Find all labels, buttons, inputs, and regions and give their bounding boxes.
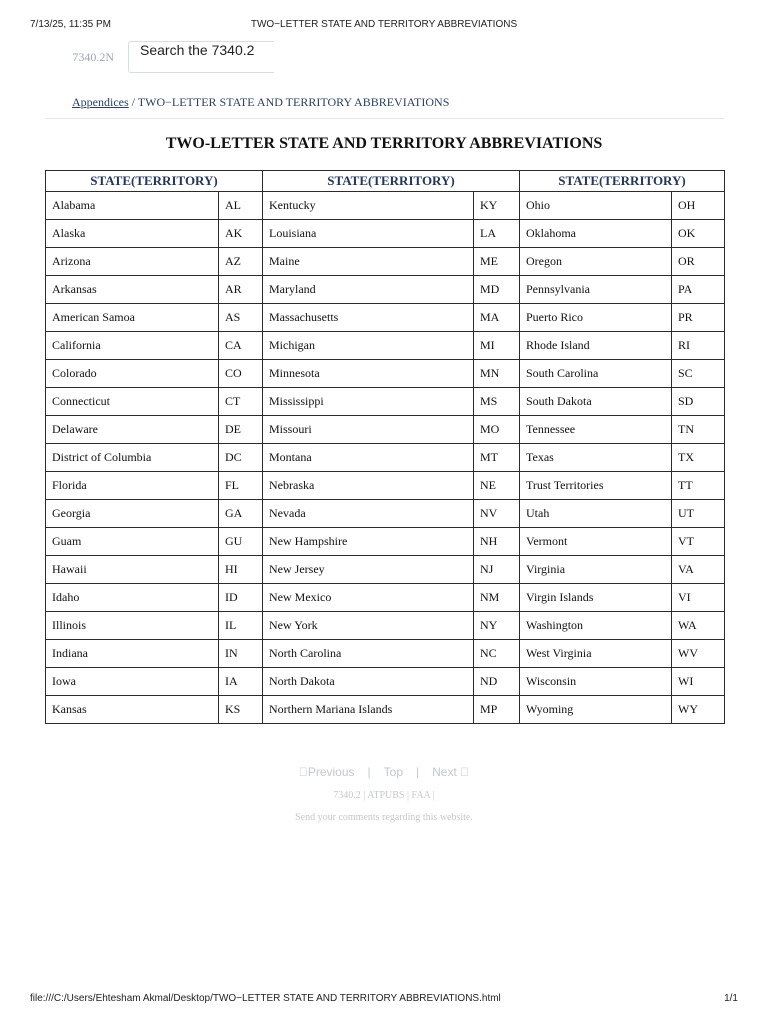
state-name-cell: West Virginia [520, 640, 672, 668]
table-row [46, 220, 725, 248]
state-abbreviation-cell: AS [219, 304, 263, 332]
state-abbreviation-cell: AR [219, 276, 263, 304]
state-abbreviation-cell: NE [474, 472, 520, 500]
state-abbreviation-cell: NH [474, 528, 520, 556]
link-separator: | [432, 790, 435, 801]
state-abbreviation-cell: OR [672, 248, 725, 276]
print-date: 7/13/25, 11:35 PM [30, 19, 111, 30]
state-abbreviation-cell: ND [474, 668, 520, 696]
table-row [46, 304, 725, 332]
state-abbreviation-cell: SD [672, 388, 725, 416]
state-abbreviation-cell: AZ [219, 248, 263, 276]
state-name-cell: Arizona [46, 248, 219, 276]
state-abbreviation-cell: NY [474, 612, 520, 640]
state-name-cell: South Carolina [520, 360, 672, 388]
next-link[interactable]: Next [433, 765, 459, 779]
header-divider [45, 118, 724, 119]
state-name-cell: Utah [520, 500, 672, 528]
state-abbreviation-cell: CA [219, 332, 263, 360]
table-row [46, 584, 725, 612]
state-name-cell: Georgia [46, 500, 219, 528]
state-abbreviation-cell: CO [219, 360, 263, 388]
state-abbreviation-cell: TN [672, 416, 725, 444]
state-abbreviation-cell: LA [474, 220, 520, 248]
state-abbreviation-cell: CT [219, 388, 263, 416]
nav-separator: | [363, 765, 367, 779]
state-name-cell: Wyoming [520, 696, 672, 724]
state-abbreviation-cell: FL [219, 472, 263, 500]
print-page-number: 1/1 [724, 993, 738, 1004]
table-row [46, 444, 725, 472]
state-abbreviation-cell: MA [474, 304, 520, 332]
doc-id-link[interactable]: 7340.2 [333, 790, 361, 801]
state-name-cell: District of Columbia [46, 444, 219, 472]
state-name-cell: American Samoa [46, 304, 219, 332]
state-abbreviation-cell: ID [219, 584, 263, 612]
page-title: TWO-LETTER STATE AND TERRITORY ABBREVIATIONS [165, 135, 603, 152]
table-row [46, 360, 725, 388]
state-name-cell: Florida [46, 472, 219, 500]
state-name-cell: Texas [520, 444, 672, 472]
state-name-cell: Mississippi [263, 388, 474, 416]
state-abbreviation-cell: SC [672, 360, 725, 388]
state-abbreviation-cell: MI [474, 332, 520, 360]
table-row [46, 388, 725, 416]
table-row [46, 248, 725, 276]
state-name-cell: Iowa [46, 668, 219, 696]
state-abbreviation-cell: VI [672, 584, 725, 612]
state-name-cell: New York [263, 612, 474, 640]
state-abbreviation-cell: WV [672, 640, 725, 668]
atpubs-link[interactable]: ATPUBS [367, 790, 405, 801]
state-abbreviation-cell: GA [219, 500, 263, 528]
state-abbreviation-cell: KS [219, 696, 263, 724]
state-name-cell: Massachusetts [263, 304, 474, 332]
footer-navigation [0, 765, 768, 779]
state-name-cell: California [46, 332, 219, 360]
table-row [46, 276, 725, 304]
state-abbreviation-cell: IL [219, 612, 263, 640]
state-name-cell: Vermont [520, 528, 672, 556]
state-abbreviation-cell: AL [219, 192, 263, 220]
state-abbreviation-cell: WA [672, 612, 725, 640]
search-input[interactable]: Search the 7340.2 [128, 41, 274, 73]
state-name-cell: Guam [46, 528, 219, 556]
state-name-cell: Puerto Rico [520, 304, 672, 332]
table-row [46, 192, 725, 220]
state-name-cell: Virgin Islands [520, 584, 672, 612]
breadcrumb-separator: / [128, 95, 138, 109]
footer-links [0, 790, 768, 801]
state-name-cell: South Dakota [520, 388, 672, 416]
column-header: STATE(TERRITORY) [263, 171, 520, 192]
state-abbreviation-cell: WY [672, 696, 725, 724]
state-name-cell: Montana [263, 444, 474, 472]
table-row [46, 528, 725, 556]
table-row [46, 612, 725, 640]
state-abbreviation-cell: GU [219, 528, 263, 556]
state-abbreviation-cell: MO [474, 416, 520, 444]
state-name-cell: Tennessee [520, 416, 672, 444]
nav-separator: | [411, 765, 415, 779]
state-abbreviation-cell: PA [672, 276, 725, 304]
state-abbreviation-cell: AK [219, 220, 263, 248]
state-name-cell: Illinois [46, 612, 219, 640]
state-name-cell: Delaware [46, 416, 219, 444]
state-name-cell: New Hampshire [263, 528, 474, 556]
state-abbreviation-cell: TT [672, 472, 725, 500]
faa-link[interactable]: FAA [411, 790, 431, 801]
table-header-row [46, 171, 725, 192]
state-abbreviation-cell: UT [672, 500, 725, 528]
state-abbreviation-cell: TX [672, 444, 725, 472]
table-row [46, 500, 725, 528]
state-abbreviation-cell: NC [474, 640, 520, 668]
state-name-cell: North Carolina [263, 640, 474, 668]
state-name-cell: Alabama [46, 192, 219, 220]
table-row [46, 640, 725, 668]
state-name-cell: Connecticut [46, 388, 219, 416]
print-footer-path: file:///C:/Users/Ehtesham Akmal/Desktop/TWO−LETTER STATE AND TERRITORY ABBREVIATIONS.html [30, 993, 501, 1004]
state-name-cell: Arkansas [46, 276, 219, 304]
state-abbreviation-cell: DC [219, 444, 263, 472]
state-abbreviation-cell: NM [474, 584, 520, 612]
state-name-cell: Michigan [263, 332, 474, 360]
column-header: STATE(TERRITORY) [46, 171, 263, 192]
state-name-cell: Nevada [263, 500, 474, 528]
state-name-cell: Northern Mariana Islands [263, 696, 474, 724]
comments-link[interactable]: Send your comments regarding this website. [295, 812, 473, 823]
state-name-cell: Ohio [520, 192, 672, 220]
breadcrumb-link-appendices[interactable]: Appendices [72, 95, 129, 109]
table-row [46, 472, 725, 500]
state-abbreviation-cell: MP [474, 696, 520, 724]
state-name-cell: North Dakota [263, 668, 474, 696]
link-separator: | [363, 790, 366, 801]
state-abbreviation-cell: MD [474, 276, 520, 304]
state-abbreviation-cell: KY [474, 192, 520, 220]
table-row [46, 416, 725, 444]
state-name-cell: Minnesota [263, 360, 474, 388]
state-name-cell: Idaho [46, 584, 219, 612]
state-abbreviation-cell: HI [219, 556, 263, 584]
state-abbreviation-cell: WI [672, 668, 725, 696]
state-name-cell: Alaska [46, 220, 219, 248]
table-row [46, 668, 725, 696]
state-name-cell: Oklahoma [520, 220, 672, 248]
state-name-cell: Missouri [263, 416, 474, 444]
state-abbreviation-cell: MT [474, 444, 520, 472]
table-row [46, 332, 725, 360]
link-separator: | [406, 790, 409, 801]
state-name-cell: Maryland [263, 276, 474, 304]
state-abbreviation-cell: RI [672, 332, 725, 360]
top-link[interactable]: Top [379, 765, 399, 779]
state-abbreviation-cell: VT [672, 528, 725, 556]
state-name-cell: Washington [520, 612, 672, 640]
state-abbreviation-cell: VA [672, 556, 725, 584]
state-name-cell: Trust Territories [520, 472, 672, 500]
state-abbreviation-cell: NJ [474, 556, 520, 584]
table-row [46, 556, 725, 584]
state-name-cell: Louisiana [263, 220, 474, 248]
breadcrumb-current: TWO−LETTER STATE AND TERRITORY ABBREVIATIONS [137, 95, 450, 109]
state-abbreviation-cell: IN [219, 640, 263, 668]
state-name-cell: Pennsylvania [520, 276, 672, 304]
state-name-cell: New Jersey [263, 556, 474, 584]
state-name-cell: Oregon [520, 248, 672, 276]
state-abbreviation-cell: NV [474, 500, 520, 528]
column-header: STATE(TERRITORY) [520, 171, 725, 192]
state-abbreviation-cell: OH [672, 192, 725, 220]
state-name-cell: Rhode Island [520, 332, 672, 360]
state-name-cell: Hawaii [46, 556, 219, 584]
state-abbreviation-cell: DE [219, 416, 263, 444]
state-name-cell: Colorado [46, 360, 219, 388]
state-name-cell: Kansas [46, 696, 219, 724]
state-abbreviation-cell: PR [672, 304, 725, 332]
state-abbreviation-cell: ME [474, 248, 520, 276]
state-name-cell: Virginia [520, 556, 672, 584]
state-name-cell: Kentucky [263, 192, 474, 220]
print-header-title: TWO−LETTER STATE AND TERRITORY ABBREVIATIONS [250, 19, 518, 30]
state-name-cell: Maine [263, 248, 474, 276]
state-abbreviation-cell: MS [474, 388, 520, 416]
state-name-cell: Indiana [46, 640, 219, 668]
state-name-cell: Wisconsin [520, 668, 672, 696]
breadcrumb [72, 95, 449, 110]
previous-link[interactable]: Previous [303, 765, 351, 779]
state-abbreviation-cell: OK [672, 220, 725, 248]
state-abbreviation-cell: IA [219, 668, 263, 696]
table-row [46, 696, 725, 724]
state-name-cell: New Mexico [263, 584, 474, 612]
site-logo-link[interactable]: 7340.2N [60, 50, 102, 64]
state-abbreviation-cell: MN [474, 360, 520, 388]
abbreviations-table [45, 170, 725, 724]
state-name-cell: Nebraska [263, 472, 474, 500]
